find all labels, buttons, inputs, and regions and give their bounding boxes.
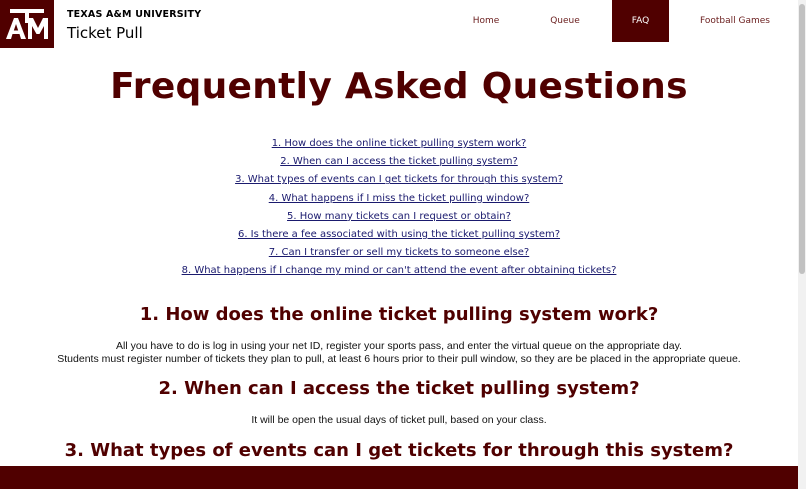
site-header bbox=[0, 0, 798, 48]
faq-answer-2 bbox=[0, 414, 798, 427]
toc-link-6[interactable]: 6. Is there a fee associated with using the ticket pulling system? bbox=[237, 229, 561, 241]
faq-answer-1-line-2: Students must register number of tickets they plan to pull, at least 6 hours prior to their pull window, so they are be placed in the appropriate queue. bbox=[57, 353, 741, 365]
toc-link-7[interactable]: 7. Can I transfer or sell my tickets to someone else? bbox=[268, 247, 530, 259]
page-title: Frequently Asked Questions bbox=[110, 66, 688, 107]
faq-answer-2-line-1: It will be open the usual days of ticket pull, based on your class. bbox=[251, 414, 547, 426]
toc-link-5[interactable]: 5. How many tickets can I request or obtain? bbox=[287, 210, 511, 222]
faq-question-2: 2. When can I access the ticket pulling system? bbox=[158, 378, 640, 399]
faq-question-3: 3. What types of events can I get tickets for through this system? bbox=[64, 440, 734, 461]
nav-queue[interactable]: Queue bbox=[550, 16, 580, 26]
page-scrollbar[interactable] bbox=[798, 0, 806, 489]
faq-question-1: 1. How does the online ticket pulling system work? bbox=[139, 304, 659, 325]
faq-answer-1-line-1: All you have to do is log in using your net ID, register your sports pass, and enter the virtual queue on the appropriate day. bbox=[116, 340, 682, 352]
faq-answer-1 bbox=[0, 340, 798, 366]
faq-table-of-contents bbox=[0, 135, 798, 281]
app-name: Ticket Pull bbox=[67, 24, 143, 42]
toc-link-3[interactable]: 3. What types of events can I get tickets for through this system? bbox=[235, 174, 563, 186]
nav-home[interactable]: Home bbox=[472, 16, 500, 26]
toc-link-2[interactable]: 2. When can I access the ticket pulling system? bbox=[280, 156, 518, 168]
atm-logo-icon bbox=[4, 6, 50, 42]
toc-link-8[interactable]: 8. What happens if I change my mind or can't attend the event after obtaining tickets? bbox=[181, 265, 617, 277]
nav-faq[interactable]: FAQ bbox=[612, 0, 669, 42]
footer-bar bbox=[0, 466, 798, 489]
toc-link-4[interactable]: 4. What happens if I miss the ticket pulling window? bbox=[268, 192, 530, 204]
brand-block bbox=[67, 9, 201, 42]
scrollbar-thumb[interactable] bbox=[799, 4, 805, 274]
toc-link-1[interactable]: 1. How does the online ticket pulling system work? bbox=[271, 138, 527, 149]
tamu-logo[interactable] bbox=[0, 0, 54, 48]
nav-football-games[interactable]: Football Games bbox=[700, 16, 770, 26]
university-name: TEXAS A&M UNIVERSITY bbox=[67, 9, 202, 20]
